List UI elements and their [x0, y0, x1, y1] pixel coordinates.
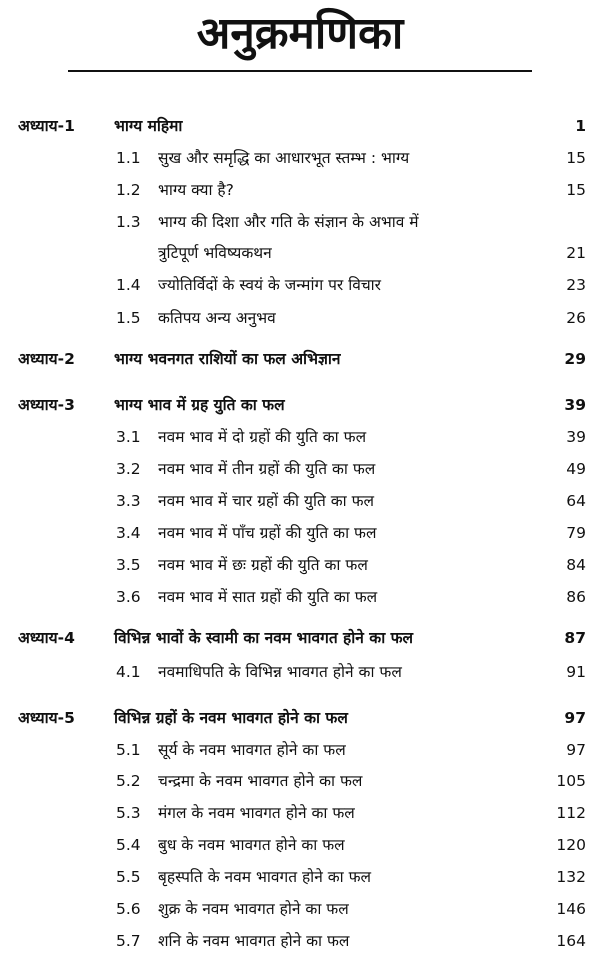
section-number: 3.4	[116, 524, 141, 542]
section-number: 3.5	[116, 556, 141, 574]
section-title-continued: त्रुटिपूर्ण भविष्यकथन	[158, 244, 272, 262]
section-row[interactable]	[0, 768, 600, 794]
section-number: 5.7	[116, 932, 141, 950]
section-title: नवमाधिपति के विभिन्न भावगत होने का फल	[158, 663, 402, 681]
page-number: 132	[556, 868, 586, 886]
section-title: ज्योतिर्विदों के स्वयं के जन्मांग पर विचार	[158, 276, 382, 294]
chapter-row[interactable]	[0, 392, 600, 418]
section-title: मंगल के नवम भावगत होने का फल	[158, 804, 355, 822]
section-title: भाग्य क्या है?	[158, 181, 234, 199]
section-title: सुख और समृद्धि का आधारभूत स्तम्भ : भाग्य	[158, 149, 410, 167]
section-row[interactable]	[0, 832, 600, 858]
section-row[interactable]	[0, 488, 600, 514]
chapter-row[interactable]	[0, 625, 600, 651]
page-number: 79	[566, 524, 586, 542]
page-number: 84	[566, 556, 586, 574]
page-number: 29	[564, 350, 586, 368]
section-row[interactable]	[0, 424, 600, 450]
chapter-label: अध्याय-2	[18, 350, 75, 368]
section-row[interactable]	[0, 552, 600, 578]
section-row[interactable]	[0, 896, 600, 922]
section-row[interactable]	[0, 177, 600, 203]
section-number: 3.1	[116, 428, 141, 446]
section-row[interactable]	[0, 928, 600, 954]
page-number: 1	[575, 117, 586, 135]
section-number: 1.5	[116, 309, 141, 327]
section-row[interactable]	[0, 305, 600, 331]
section-title: भाग्य की दिशा और गति के संज्ञान के अभाव में	[158, 213, 419, 231]
page-number: 120	[556, 836, 586, 854]
chapter-label: अध्याय-1	[18, 117, 75, 135]
title-underline	[68, 70, 532, 72]
section-row[interactable]	[0, 520, 600, 546]
section-title: शनि के नवम भावगत होने का फल	[158, 932, 350, 950]
section-number: 5.6	[116, 900, 141, 918]
chapter-label: अध्याय-4	[18, 629, 75, 647]
page-number: 112	[556, 804, 586, 822]
section-number: 1.4	[116, 276, 141, 294]
page-number: 86	[566, 588, 586, 606]
chapter-title: विभिन्न भावों के स्वामी का नवम भावगत होने का फल	[114, 629, 414, 647]
section-number: 1.3	[116, 213, 141, 231]
page-title: अनुक्रमणिका	[196, 8, 404, 59]
section-row-continued[interactable]	[0, 240, 600, 266]
section-number: 5.5	[116, 868, 141, 886]
section-title: शुक्र के नवम भावगत होने का फल	[158, 900, 349, 918]
section-title: चन्द्रमा के नवम भावगत होने का फल	[158, 772, 363, 790]
section-row[interactable]	[0, 145, 600, 171]
page-number: 15	[566, 181, 586, 199]
chapter-title: भाग्य महिमा	[114, 117, 183, 135]
chapter-label: अध्याय-3	[18, 396, 75, 414]
section-number: 5.1	[116, 741, 141, 759]
section-number: 5.4	[116, 836, 141, 854]
chapter-title: भाग्य भवनगत राशियों का फल अभिज्ञान	[114, 350, 341, 368]
chapter-title: विभिन्न ग्रहों के नवम भावगत होने का फल	[114, 709, 348, 727]
page-number: 39	[566, 428, 586, 446]
page-number: 23	[566, 276, 586, 294]
section-row[interactable]	[0, 737, 600, 763]
page-number: 49	[566, 460, 586, 478]
page-number: 87	[564, 629, 586, 647]
section-row[interactable]	[0, 584, 600, 610]
section-number: 3.3	[116, 492, 141, 510]
section-number: 5.2	[116, 772, 141, 790]
section-row[interactable]	[0, 800, 600, 826]
section-number: 3.2	[116, 460, 141, 478]
section-title: कतिपय अन्य अनुभव	[158, 309, 276, 327]
section-title: नवम भाव में चार ग्रहों की युति का फल	[158, 492, 375, 510]
section-title: बृहस्पति के नवम भावगत होने का फल	[158, 868, 372, 886]
page-number: 97	[564, 709, 586, 727]
section-number: 3.6	[116, 588, 141, 606]
section-number: 1.2	[116, 181, 141, 199]
chapter-row[interactable]	[0, 346, 600, 372]
page-number: 146	[556, 900, 586, 918]
page-number: 21	[566, 244, 586, 262]
section-title: नवम भाव में सात ग्रहों की युति का फल	[158, 588, 378, 606]
section-row[interactable]	[0, 864, 600, 890]
section-number: 4.1	[116, 663, 141, 681]
section-title: नवम भाव में पाँच ग्रहों की युति का फल	[158, 524, 377, 542]
page-number: 15	[566, 149, 586, 167]
section-title: नवम भाव में छः ग्रहों की युति का फल	[158, 556, 368, 574]
page-number: 64	[566, 492, 586, 510]
section-row[interactable]	[0, 456, 600, 482]
section-row[interactable]	[0, 659, 600, 685]
section-number: 5.3	[116, 804, 141, 822]
section-row[interactable]	[0, 209, 600, 235]
section-row[interactable]	[0, 272, 600, 298]
page-number: 39	[564, 396, 586, 414]
section-title: नवम भाव में तीन ग्रहों की युति का फल	[158, 460, 376, 478]
page-number: 97	[566, 741, 586, 759]
section-title: सूर्य के नवम भावगत होने का फल	[158, 741, 346, 759]
page-number: 105	[556, 772, 586, 790]
chapter-title: भाग्य भाव में ग्रह युति का फल	[114, 396, 285, 414]
page-number: 164	[556, 932, 586, 950]
section-title: नवम भाव में दो ग्रहों की युति का फल	[158, 428, 367, 446]
chapter-label: अध्याय-5	[18, 709, 75, 727]
page-number: 91	[566, 663, 586, 681]
section-title: बुध के नवम भावगत होने का फल	[158, 836, 345, 854]
chapter-row[interactable]	[0, 705, 600, 731]
chapter-row[interactable]	[0, 113, 600, 139]
page-number: 26	[566, 309, 586, 327]
section-number: 1.1	[116, 149, 141, 167]
